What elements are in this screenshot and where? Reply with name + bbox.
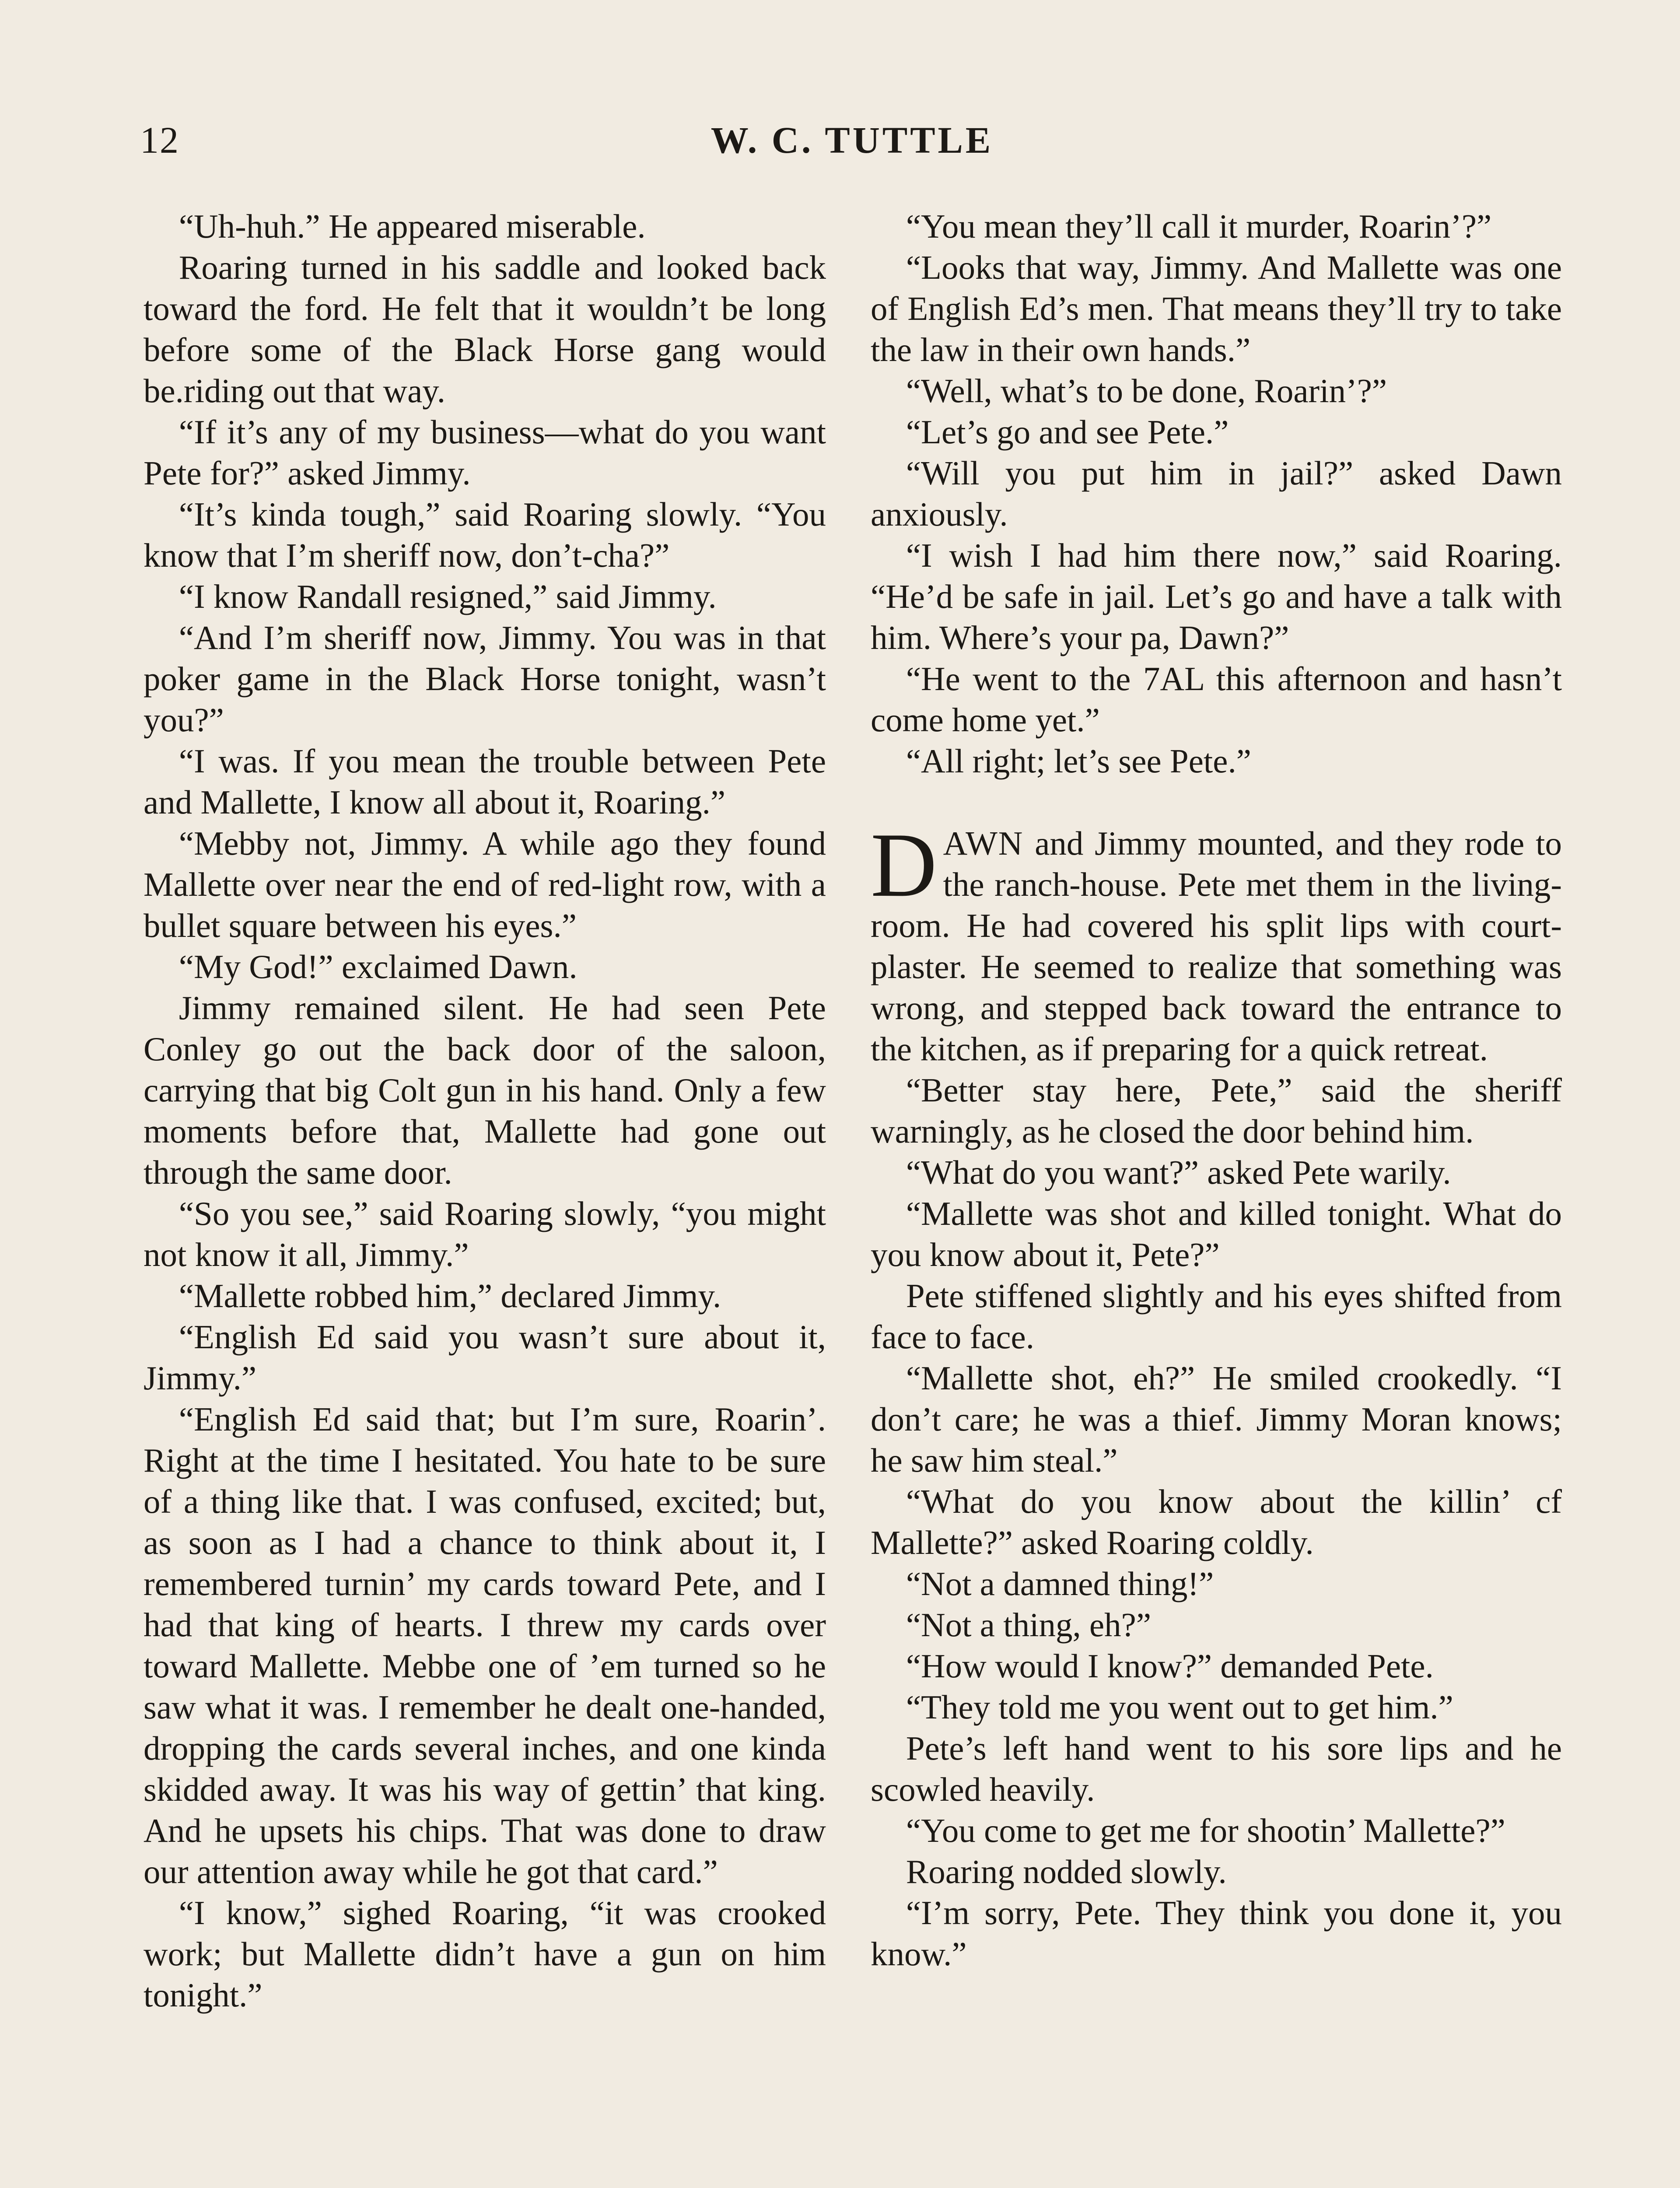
paragraph: “What do you know about the killin’ cf Mallette?” asked Roaring coldly. bbox=[871, 1483, 1562, 1561]
paragraph: “I was. If you mean the trouble between Pete and Mallette, I know all about it, Roaring.” bbox=[144, 742, 826, 821]
paragraph: “My God!” exclaimed Dawn. bbox=[178, 948, 578, 985]
paragraph: “What do you want?” asked Pete warily. bbox=[906, 1154, 1451, 1191]
paragraph: “He went to the 7AL this afternoon and hasn’t come home yet.” bbox=[871, 660, 1562, 739]
paragraph: “I know Randall resigned,” said Jimmy. bbox=[178, 578, 717, 615]
paragraph: “They told me you went out to get him.” bbox=[906, 1688, 1453, 1726]
paragraph: “Mallette was shot and killed tonight. What do you know about it, Pete?” bbox=[871, 1195, 1562, 1273]
small-caps-lead: AWN bbox=[943, 824, 1024, 862]
paragraph: Pete’s left hand went to his sore lips and he scowled heavily. bbox=[871, 1729, 1562, 1808]
paragraph: “Uh-huh.” He appeared miserable. bbox=[178, 207, 646, 245]
paragraph: “Looks that way, Jimmy. And Mallette was one of English Ed’s men. That means they’ll try to take the law in their own hands.” bbox=[871, 249, 1562, 368]
paragraph: “Let’s go and see Pete.” bbox=[906, 413, 1229, 451]
paragraph: “Better stay here, Pete,” said the sheriff warningly, as he closed the door behind him. bbox=[871, 1071, 1562, 1150]
paragraph: “English Ed said that; but I’m sure, Roarin’. Right at the time I hesitated. You hate to be sure of a thing like that. I was confused, excited; but, as soon as I had a chance to think about it, I remembered turnin’ my cards toward Pete, and I had that king of hearts. I threw my cards over toward Mallette. Mebbe one of ’em turned so he saw what it was. I remember he dealt one-handed, dropping the cards several inches, and one kinda skidded away. It was his way of gettin’ that king. And he upsets his chips. That was done to draw our attention away while he got that card.” bbox=[144, 1400, 826, 1890]
paragraph: “English Ed said you wasn’t sure about it, Jimmy.” bbox=[144, 1318, 826, 1397]
page-header bbox=[140, 118, 1564, 175]
paragraph: “Mebby not, Jimmy. A while ago they found Mallette over near the end of red-light row, with a bullet square between his eyes.” bbox=[144, 824, 826, 944]
paragraph: “I wish I had him there now,” said Roaring. “He’d be safe in jail. Let’s go and have a talk with him. Where’s your pa, Dawn?” bbox=[871, 536, 1562, 656]
paragraph: “Not a damned thing!” bbox=[906, 1565, 1214, 1602]
paragraph: “Mallette shot, eh?” He smiled crookedly. “I don’t care; he was a thief. Jimmy Moran knows; he saw him steal.” bbox=[871, 1359, 1562, 1479]
paragraph: “Well, what’s to be done, Roarin’?” bbox=[906, 372, 1387, 410]
paragraph: “I’m sorry, Pete. They think you done it, you know.” bbox=[871, 1894, 1562, 1973]
paragraph: “How would I know?” demanded Pete. bbox=[906, 1647, 1434, 1685]
section-break bbox=[871, 782, 1562, 823]
paragraph: “Not a thing, eh?” bbox=[906, 1606, 1152, 1644]
paragraph: “And I’m sheriff now, Jimmy. You was in that poker game in the Black Horse tonight, wasn’t you?” bbox=[144, 619, 826, 739]
paragraph: “Will you put him in jail?” asked Dawn anxiously. bbox=[871, 454, 1562, 533]
paragraph: “It’s kinda tough,” said Roaring slowly. “You know that I’m sheriff now, don’t-cha?” bbox=[144, 495, 826, 574]
paragraph: Pete stiffened slightly and his eyes shifted from face to face. bbox=[871, 1277, 1562, 1356]
paragraph: Roaring turned in his saddle and looked back toward the ford. He felt that it wouldn’t be long before some of the Black Horse gang would be.riding out that way. bbox=[144, 249, 826, 410]
paragraph: “Mallette robbed him,” declared Jimmy. bbox=[178, 1277, 721, 1315]
section-opening-paragraph bbox=[871, 814, 1562, 1069]
paragraph: “All right; let’s see Pete.” bbox=[906, 742, 1251, 780]
right-column bbox=[871, 206, 1562, 1974]
paragraph: “You come to get me for shootin’ Mallette?” bbox=[906, 1812, 1505, 1849]
opening-text: and Jimmy mounted, and they rode to the ranch-house. Pete met them in the living-room. He had covered his split lips with court-plaster. He seemed to realize that something was wrong, and stepped back toward the entrance to the kitchen, as if preparing for a quick retreat. bbox=[871, 824, 1562, 1068]
paragraph: Jimmy remained silent. He had seen Pete Conley go out the back door of the saloon, carrying that big Colt gun in his hand. Only a few moments before that, Mallette had gone out through the same door. bbox=[144, 989, 826, 1191]
drop-cap: D bbox=[871, 814, 937, 916]
paragraph: “If it’s any of my business—what do you want Pete for?” asked Jimmy. bbox=[144, 413, 826, 492]
paragraph: “You mean they’ll call it murder, Roarin’?” bbox=[906, 207, 1492, 245]
paragraph: Roaring nodded slowly. bbox=[906, 1853, 1227, 1890]
running-head: W. C. TUTTLE bbox=[710, 119, 994, 161]
left-column bbox=[144, 206, 826, 2016]
paragraph: “I know,” sighed Roaring, “it was crooked work; but Mallette didn’t have a gun on him tonight.” bbox=[144, 1894, 826, 2014]
page-number: 12 bbox=[140, 119, 179, 161]
paragraph: “So you see,” said Roaring slowly, “you might not know it all, Jimmy.” bbox=[144, 1195, 826, 1273]
